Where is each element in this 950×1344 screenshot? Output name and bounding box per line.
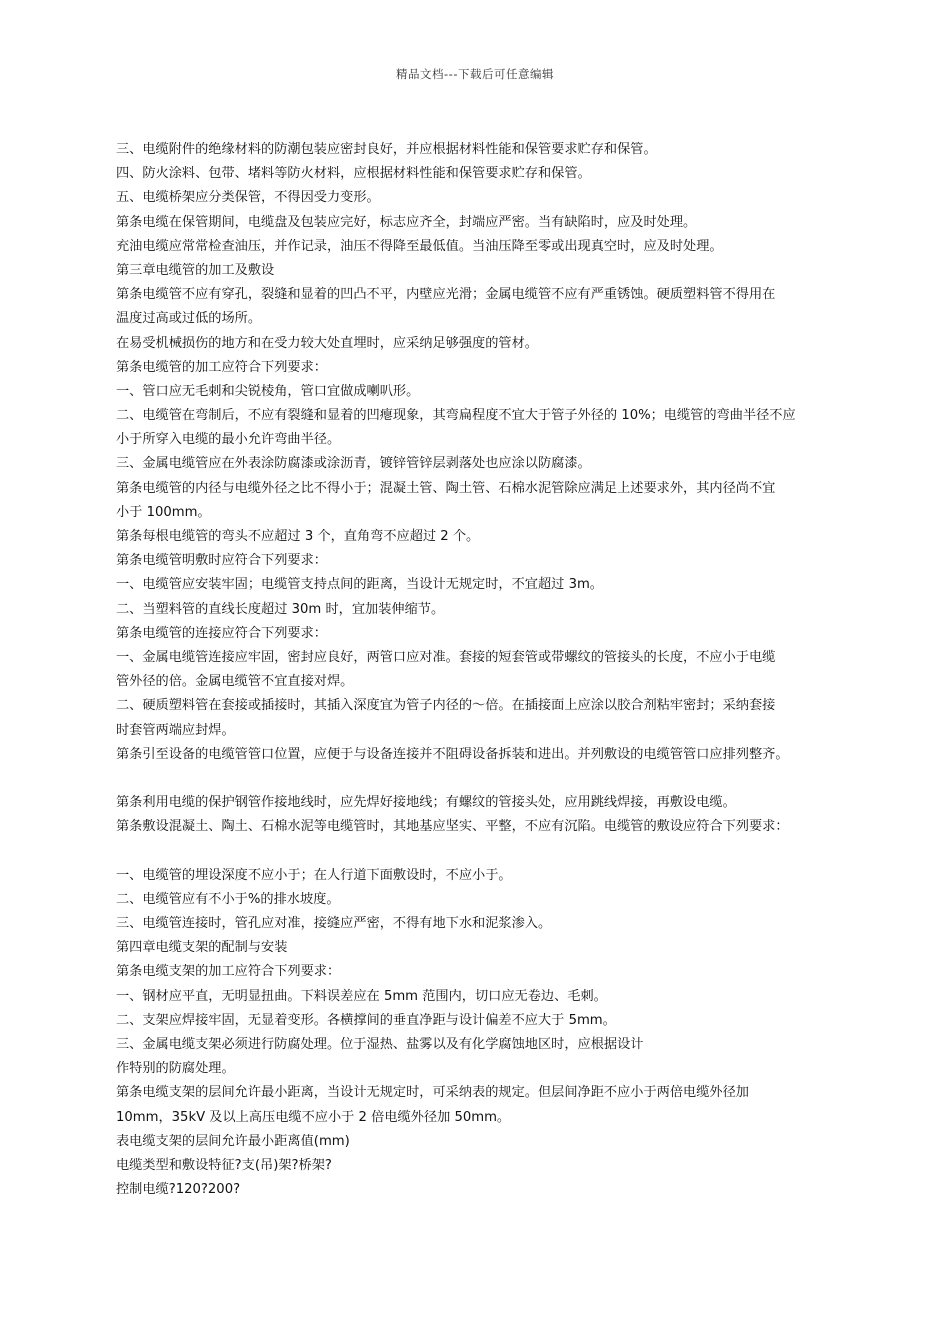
text-line: 二、电缆管在弯制后，不应有裂缝和显着的凹瘪现象，其弯扁程度不宜大于管子外径的 10%；电缆管的弯曲半径不应 [116, 408, 796, 424]
text-line: 作特别的防腐处理。 [116, 1061, 235, 1077]
text-line: 第条每根电缆管的弯头不应超过 3 个，直角弯不应超过 2 个。 [116, 529, 480, 544]
text-line: 充油电缆应常常检查油压，并作记录，油压不得降至最低值。当油压降至零或出现真空时，应及时处理。 [116, 238, 723, 254]
text-line: 一、电缆管的埋设深度不应小于；在人行道下面敷设时，不应小于。 [116, 867, 512, 883]
chapter-heading: 第四章电缆支架的配制与安装 [116, 940, 288, 956]
text-line: 二、硬质塑料管在套接或插接时，其插入深度宜为管子内径的～倍。在插接面上应涂以胶合剂粘牢密封；采纳套接 [116, 698, 776, 714]
chapter-heading: 第三章电缆管的加工及敷设 [116, 262, 275, 278]
text-line: 小于所穿入电缆的最小允许弯曲半径。 [116, 432, 341, 448]
text-line: 三、电缆附件的绝缘材料的防潮包装应密封良好，并应根据材料性能和保管要求贮存和保管。 [116, 142, 657, 157]
table-header-row: 电缆类型和敷设特征?支(吊)架?桥架? [116, 1157, 332, 1173]
text-line: 第条电缆管不应有穿孔，裂缝和显着的凹凸不平，内壁应光滑；金属电缆管不应有严重锈蚀。硬质塑料管不得用在 [116, 287, 776, 303]
text-line: 二、当塑料管的直线长度超过 30m 时，宜加装伸缩节。 [116, 601, 445, 617]
text-line: 二、支架应焊接牢固，无显着变形。各横撑间的垂直净距与设计偏差不应大于 5mm。 [116, 1012, 616, 1028]
text-line: 在易受机械损伤的地方和在受力较大处直埋时，应采纳足够强度的管材。 [116, 335, 538, 351]
table-caption: 表电缆支架的层间允许最小距离值(mm) [116, 1133, 350, 1149]
text-line: 三、金属电缆支架必须进行防腐处理。位于湿热、盐雾以及有化学腐蚀地区时，应根据设计 [116, 1036, 644, 1052]
text-line: 第条敷设混凝土、陶土、石棉水泥等电缆管时，其地基应坚实、平整，不应有沉陷。电缆管的敷设应符合下列要求： [116, 819, 789, 835]
text-line: 第条电缆在保管期间，电缆盘及包装应完好，标志应齐全，封端应严密。当有缺陷时，应及时处理。 [116, 214, 697, 230]
text-line: 10mm，35kV 及以上高压电缆不应小于 2 倍电缆外径加 50mm。 [116, 1109, 511, 1125]
text-line: 第条电缆管的加工应符合下列要求： [116, 359, 327, 375]
text-line: 第条利用电缆的保护钢管作接地线时，应先焊好接地线；有螺纹的管接头处，应用跳线焊接，再敷设电缆。 [116, 795, 736, 811]
text-line: 一、管口应无毛刺和尖锐棱角，管口宜做成喇叭形。 [116, 383, 420, 399]
text-line: 第条电缆管的内径与电缆外径之比不得小于；混凝土管、陶土管、石棉水泥管除应满足上述要求外，其内径尚不宜 [116, 480, 776, 496]
text-line: 五、电缆桥架应分类保管，不得因受力变形。 [116, 190, 380, 206]
text-line: 第条电缆管的连接应符合下列要求： [116, 625, 327, 641]
text-line: 第条引至设备的电缆管管口位置，应便于与设备连接并不阻碍设备拆装和进出。并列敷设的电缆管管口应排列整齐。 [116, 746, 789, 762]
text-line: 第条电缆管明敷时应符合下列要求： [116, 553, 327, 569]
text-line: 二、电缆管应有不小于%的排水坡度。 [116, 891, 340, 907]
text-line: 温度过高或过低的场所。 [116, 311, 262, 327]
table-row: 控制电缆?120?200? [116, 1182, 241, 1198]
text-line: 三、金属电缆管应在外表涂防腐漆或涂沥青，镀锌管锌层剥落处也应涂以防腐漆。 [116, 456, 591, 472]
text-line: 小于 100mm。 [116, 504, 211, 520]
text-line: 管外径的倍。金属电缆管不宜直接对焊。 [116, 674, 354, 690]
text-line: 第条电缆支架的加工应符合下列要求： [116, 964, 341, 980]
text-line: 时套管两端应封焊。 [116, 722, 235, 738]
document-body [116, 138, 846, 1202]
text-line: 一、钢材应平直，无明显扭曲。下料误差应在 5mm 范围内，切口应无卷边、毛刺。 [116, 988, 607, 1004]
text-line: 四、防火涂料、包带、堵料等防火材料，应根据材料性能和保管要求贮存和保管。 [116, 166, 591, 182]
text-line: 一、金属电缆管连接应牢固，密封应良好，两管口应对准。套接的短套管或带螺纹的管接头的长度，不应小于电缆 [116, 649, 776, 665]
text-line: 三、电缆管连接时，管孔应对准，接缝应严密，不得有地下水和泥浆渗入。 [116, 916, 552, 931]
text-line: 一、电缆管应安装牢固；电缆管支持点间的距离，当设计无规定时，不宜超过 3m。 [116, 577, 603, 593]
page-header: 精品文档---下载后可任意编辑 [396, 67, 554, 81]
text-line: 第条电缆支架的层间允许最小距离，当设计无规定时，可采纳表的规定。但层间净距不应小于两倍电缆外径加 [116, 1085, 749, 1101]
